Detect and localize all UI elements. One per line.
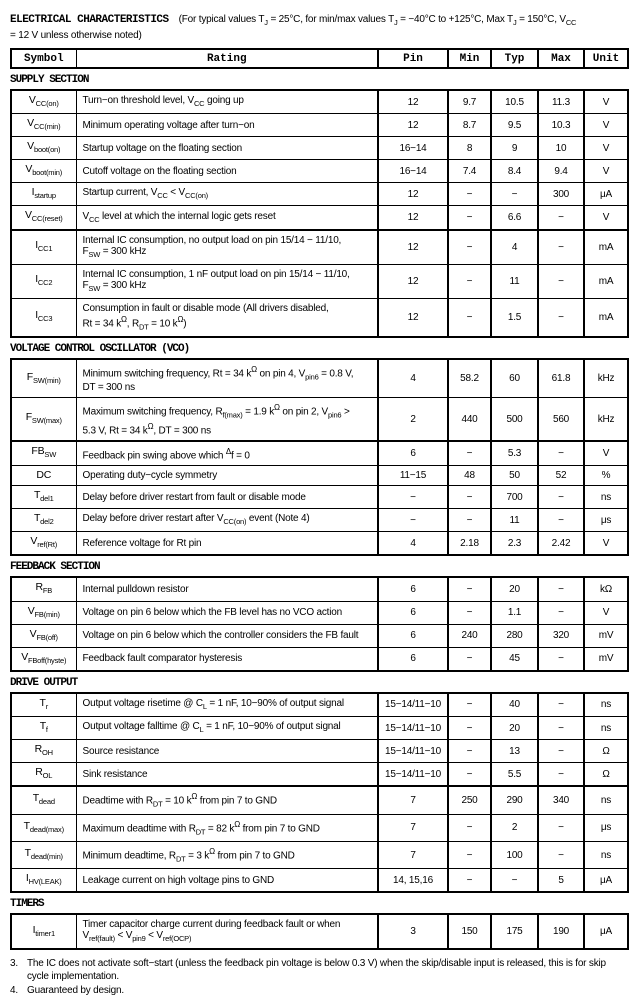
- min-cell: −: [448, 206, 491, 230]
- section-title: TIMERS: [10, 898, 44, 911]
- table-row: [11, 264, 628, 298]
- max-cell: 10.3: [538, 114, 584, 137]
- rating-cell: Output voltage risetime @ $C_L = 1$ nF, 10−90% of output signal: [76, 693, 378, 717]
- typ-cell: 45: [491, 647, 538, 671]
- unit-cell: μA: [584, 914, 628, 949]
- symbol-cell: $T_{dead(min)}$: [11, 841, 76, 868]
- conditions-note: (For typical values $T_J = 25^\circ C$, for min/max values $T_J = -40^\circ C$ to +125°C, Max $T_J = 150^\circ C$, $V_{CC}$: [178, 14, 577, 27]
- table-row: [11, 532, 628, 556]
- unit-cell: μs: [584, 509, 628, 532]
- symbol-cell: $FB_{SW}$: [11, 441, 76, 466]
- max-cell: 190: [538, 914, 584, 949]
- column-header-pin: Pin: [378, 49, 448, 68]
- unit-cell: V: [584, 601, 628, 624]
- table-row: [11, 359, 628, 398]
- max-cell: −: [538, 509, 584, 532]
- symbol-cell: $T_{dead}$: [11, 786, 76, 814]
- conditions-note-continued: = 12 V unless otherwise noted): [10, 30, 142, 41]
- rating-cell: Timer capacitor charge current during feedback fault or when $V_{ref(fault)} < V_{pin9} < V_{ref(OCP)}$: [76, 914, 378, 949]
- unit-cell: mA: [584, 298, 628, 337]
- footnotes: [10, 957, 627, 997]
- min-cell: −: [448, 763, 491, 787]
- max-cell: −: [538, 264, 584, 298]
- table-header-row: [11, 49, 628, 68]
- rating-cell: Output voltage falltime @ $C_L = 1$ nF, 10−90% of output signal: [76, 716, 378, 739]
- min-cell: −: [448, 740, 491, 763]
- footnote-number: 4.: [10, 985, 18, 997]
- symbol-cell: $I_{CC2}$: [11, 264, 76, 298]
- symbol-cell: $R_{FB}$: [11, 577, 76, 601]
- section-title: SUPPLY SECTION: [10, 74, 89, 86]
- section-title: FEEDBACK SECTION: [10, 561, 100, 574]
- min-cell: 240: [448, 624, 491, 647]
- symbol-cell: $V_{boot(min)}$: [11, 160, 76, 183]
- table-row: [11, 763, 628, 787]
- min-cell: −: [448, 441, 491, 466]
- pin-cell: 6: [378, 441, 448, 466]
- unit-cell: ns: [584, 486, 628, 509]
- table-header: [10, 48, 629, 69]
- typ-cell: 13: [491, 740, 538, 763]
- rating-cell: Internal pulldown resistor: [76, 577, 378, 601]
- table-row: [11, 230, 628, 265]
- max-cell: −: [538, 441, 584, 466]
- rating-cell: Source resistance: [76, 740, 378, 763]
- pin-cell: 2: [378, 398, 448, 441]
- rating-cell: Cutoff voltage on the floating section: [76, 160, 378, 183]
- max-cell: 340: [538, 786, 584, 814]
- typ-cell: 9.5: [491, 114, 538, 137]
- pin-cell: 7: [378, 814, 448, 841]
- pin-cell: 4: [378, 359, 448, 398]
- unit-cell: V: [584, 160, 628, 183]
- min-cell: −: [448, 693, 491, 717]
- typ-cell: 1.5: [491, 298, 538, 337]
- typ-cell: 500: [491, 398, 538, 441]
- max-cell: 61.8: [538, 359, 584, 398]
- unit-cell: V: [584, 137, 628, 160]
- typ-cell: 60: [491, 359, 538, 398]
- section-title: DRIVE OUTPUT: [10, 676, 78, 689]
- min-cell: −: [448, 841, 491, 868]
- rating-cell: Deadtime with $R_{DT} = 10$ $k^\Omega$ from pin 7 to GND: [76, 786, 378, 814]
- rating-cell: Startup voltage on the floating section: [76, 137, 378, 160]
- table-row: [11, 624, 628, 647]
- pin-cell: 12: [378, 206, 448, 230]
- table-row: [11, 466, 628, 486]
- max-cell: 560: [538, 398, 584, 441]
- min-cell: 8.7: [448, 114, 491, 137]
- section-table: [10, 576, 629, 671]
- rating-cell: Turn−on threshold level, $V_{CC}$ going up: [76, 90, 378, 114]
- pin-cell: 14, 15,16: [378, 869, 448, 893]
- intro: [10, 13, 627, 42]
- table-row: [11, 486, 628, 509]
- max-cell: −: [538, 647, 584, 671]
- unit-cell: mV: [584, 624, 628, 647]
- unit-cell: kΩ: [584, 577, 628, 601]
- min-cell: −: [448, 601, 491, 624]
- footnote-text: The IC does not activate soft−start (unless the feedback pin voltage is below 0.3 V) when the skip/disable input is released, this is for skip cycle implementation.: [27, 958, 606, 983]
- pin-cell: 3: [378, 914, 448, 949]
- pin-cell: 16−14: [378, 137, 448, 160]
- max-cell: −: [538, 841, 584, 868]
- max-cell: 9.4: [538, 160, 584, 183]
- unit-cell: mA: [584, 230, 628, 265]
- unit-cell: %: [584, 466, 628, 486]
- pin-cell: 11−15: [378, 466, 448, 486]
- min-cell: −: [448, 298, 491, 337]
- max-cell: −: [538, 814, 584, 841]
- pin-cell: −: [378, 486, 448, 509]
- pin-cell: 15−14/11−10: [378, 716, 448, 739]
- pin-cell: 12: [378, 90, 448, 114]
- table-row: [11, 814, 628, 841]
- table-row: [11, 740, 628, 763]
- symbol-cell: DC: [11, 466, 76, 486]
- symbol-cell: $F_{SW(max)}$: [11, 398, 76, 441]
- max-cell: −: [538, 298, 584, 337]
- table-row: [11, 577, 628, 601]
- unit-cell: V: [584, 441, 628, 466]
- typ-cell: 5.3: [491, 441, 538, 466]
- max-cell: 5: [538, 869, 584, 893]
- unit-cell: ns: [584, 716, 628, 739]
- max-cell: −: [538, 740, 584, 763]
- symbol-cell: $T_r$: [11, 693, 76, 717]
- max-cell: −: [538, 577, 584, 601]
- symbol-cell: $I_{HV(LEAK)}$: [11, 869, 76, 893]
- min-cell: 440: [448, 398, 491, 441]
- min-cell: −: [448, 183, 491, 206]
- max-cell: 10: [538, 137, 584, 160]
- max-cell: −: [538, 763, 584, 787]
- unit-cell: mA: [584, 264, 628, 298]
- table-row: [11, 693, 628, 717]
- typ-cell: 290: [491, 786, 538, 814]
- pin-cell: 7: [378, 786, 448, 814]
- column-header-unit: Unit: [584, 49, 628, 68]
- pin-cell: 16−14: [378, 160, 448, 183]
- rating-cell: Operating duty−cycle symmetry: [76, 466, 378, 486]
- table-row: [11, 914, 628, 949]
- min-cell: −: [448, 814, 491, 841]
- pin-cell: 15−14/11−10: [378, 693, 448, 717]
- symbol-cell: $V_{ref(Rt)}$: [11, 532, 76, 556]
- pin-cell: 6: [378, 647, 448, 671]
- column-header-min: Min: [448, 49, 491, 68]
- symbol-cell: $V_{FBoff(hyste)}$: [11, 647, 76, 671]
- typ-cell: 700: [491, 486, 538, 509]
- unit-cell: μA: [584, 183, 628, 206]
- min-cell: 9.7: [448, 90, 491, 114]
- typ-cell: 4: [491, 230, 538, 265]
- section-table: [10, 89, 629, 338]
- table-row: [11, 716, 628, 739]
- max-cell: 11.3: [538, 90, 584, 114]
- min-cell: 150: [448, 914, 491, 949]
- rating-cell: Voltage on pin 6 below which the controller considers the FB fault: [76, 624, 378, 647]
- typ-cell: 10.5: [491, 90, 538, 114]
- typ-cell: 100: [491, 841, 538, 868]
- table-row: [11, 206, 628, 230]
- rating-cell: Maximum switching frequency, $R_{f(max)} = 1.9$ $k^\Omega$ on pin 2, $V_{pin6}$ > 5.3 V, Rt = 34 $k^\Omega$, DT = 300 ns: [76, 398, 378, 441]
- pin-cell: 6: [378, 577, 448, 601]
- table-row: [11, 601, 628, 624]
- max-cell: −: [538, 486, 584, 509]
- typ-cell: 20: [491, 716, 538, 739]
- pin-cell: 15−14/11−10: [378, 763, 448, 787]
- typ-cell: −: [491, 183, 538, 206]
- rating-cell: Consumption in fault or disable mode (All drivers disabled, Rt = 34 $k^\Omega$, $R_{DT} = 10$ $k^\Omega$): [76, 298, 378, 337]
- min-cell: −: [448, 230, 491, 265]
- pin-cell: −: [378, 509, 448, 532]
- typ-cell: 40: [491, 693, 538, 717]
- typ-cell: 9: [491, 137, 538, 160]
- unit-cell: ns: [584, 786, 628, 814]
- typ-cell: 5.5: [491, 763, 538, 787]
- pin-cell: 6: [378, 601, 448, 624]
- column-header-max: Max: [538, 49, 584, 68]
- rating-cell: Delay before driver restart after $V_{CC(on)}$ event (Note 4): [76, 509, 378, 532]
- pin-cell: 12: [378, 183, 448, 206]
- footnote: [10, 984, 627, 997]
- max-cell: −: [538, 206, 584, 230]
- symbol-cell: $V_{FB(off)}$: [11, 624, 76, 647]
- typ-cell: 6.6: [491, 206, 538, 230]
- rating-cell: Internal IC consumption, 1 nF output load on pin 15/14 − 11/10, $F_{SW} = 300$ kHz: [76, 264, 378, 298]
- footnote-text: Guaranteed by design.: [27, 985, 124, 997]
- page-title: ELECTRICAL CHARACTERISTICS: [10, 14, 169, 26]
- typ-cell: 175: [491, 914, 538, 949]
- unit-cell: V: [584, 114, 628, 137]
- symbol-cell: $V_{CC(min)}$: [11, 114, 76, 137]
- rating-cell: Sink resistance: [76, 763, 378, 787]
- unit-cell: V: [584, 532, 628, 556]
- symbol-cell: $I_{CC1}$: [11, 230, 76, 265]
- unit-cell: μs: [584, 814, 628, 841]
- column-header-typ: Typ: [491, 49, 538, 68]
- typ-cell: 2.3: [491, 532, 538, 556]
- max-cell: −: [538, 230, 584, 265]
- typ-cell: 280: [491, 624, 538, 647]
- table-row: [11, 786, 628, 814]
- min-cell: −: [448, 869, 491, 893]
- unit-cell: V: [584, 90, 628, 114]
- pin-cell: 15−14/11−10: [378, 740, 448, 763]
- min-cell: −: [448, 647, 491, 671]
- rating-cell: Reference voltage for Rt pin: [76, 532, 378, 556]
- table-row: [11, 160, 628, 183]
- symbol-cell: $I_{startup}$: [11, 183, 76, 206]
- section-table: [10, 358, 629, 557]
- table-row: [11, 298, 628, 337]
- symbol-cell: $V_{boot(on)}$: [11, 137, 76, 160]
- unit-cell: kHz: [584, 359, 628, 398]
- typ-cell: 8.4: [491, 160, 538, 183]
- table-row: [11, 841, 628, 868]
- table-row: [11, 114, 628, 137]
- min-cell: −: [448, 264, 491, 298]
- table-row: [11, 398, 628, 441]
- unit-cell: ns: [584, 841, 628, 868]
- typ-cell: 11: [491, 509, 538, 532]
- symbol-cell: $I_{timer1}$: [11, 914, 76, 949]
- unit-cell: kHz: [584, 398, 628, 441]
- typ-cell: −: [491, 869, 538, 893]
- section-table: [10, 692, 629, 893]
- max-cell: −: [538, 693, 584, 717]
- section-table: [10, 913, 629, 950]
- section-title: VOLTAGE CONTROL OSCILLATOR (VCO): [10, 342, 190, 355]
- column-header-rating: Rating: [76, 49, 378, 68]
- rating-cell: Delay before driver restart from fault or disable mode: [76, 486, 378, 509]
- table-row: [11, 90, 628, 114]
- rating-cell: Minimum operating voltage after turn−on: [76, 114, 378, 137]
- symbol-cell: $T_{del1}$: [11, 486, 76, 509]
- rating-cell: Minimum switching frequency, Rt = 34 $k^\Omega$ on pin 4, $V_{pin6} = 0.8$ V, DT = 300 ns: [76, 359, 378, 398]
- min-cell: 7.4: [448, 160, 491, 183]
- rating-cell: $V_{CC}$ level at which the internal logic gets reset: [76, 206, 378, 230]
- min-cell: 8: [448, 137, 491, 160]
- table-sections: [0, 74, 642, 950]
- unit-cell: Ω: [584, 763, 628, 787]
- column-header-symbol: Symbol: [11, 49, 76, 68]
- pin-cell: 12: [378, 230, 448, 265]
- footnote: [10, 957, 627, 983]
- symbol-cell: $T_{del2}$: [11, 509, 76, 532]
- rating-cell: Leakage current on high voltage pins to GND: [76, 869, 378, 893]
- table-row: [11, 183, 628, 206]
- max-cell: −: [538, 716, 584, 739]
- table-row: [11, 869, 628, 893]
- rating-cell: Feedback pin swing above which $^\Delta$f = 0: [76, 441, 378, 466]
- rating-cell: Minimum deadtime, $R_{DT} = 3$ $k^\Omega$ from pin 7 to GND: [76, 841, 378, 868]
- table-row: [11, 509, 628, 532]
- max-cell: 300: [538, 183, 584, 206]
- symbol-cell: $R_{OH}$: [11, 740, 76, 763]
- max-cell: 320: [538, 624, 584, 647]
- min-cell: 250: [448, 786, 491, 814]
- min-cell: 58.2: [448, 359, 491, 398]
- symbol-cell: $V_{CC(reset)}$: [11, 206, 76, 230]
- typ-cell: 2: [491, 814, 538, 841]
- table-row: [11, 137, 628, 160]
- typ-cell: 50: [491, 466, 538, 486]
- unit-cell: ns: [584, 693, 628, 717]
- footnote-number: 3.: [10, 958, 18, 970]
- pin-cell: 12: [378, 114, 448, 137]
- min-cell: 2.18: [448, 532, 491, 556]
- symbol-cell: $F_{SW(min)}$: [11, 359, 76, 398]
- rating-cell: Startup current, $V_{CC} < V_{CC(on)}$: [76, 183, 378, 206]
- max-cell: 52: [538, 466, 584, 486]
- typ-cell: 1.1: [491, 601, 538, 624]
- pin-cell: 7: [378, 841, 448, 868]
- symbol-cell: $V_{FB(min)}$: [11, 601, 76, 624]
- pin-cell: 6: [378, 624, 448, 647]
- min-cell: −: [448, 486, 491, 509]
- typ-cell: 11: [491, 264, 538, 298]
- unit-cell: V: [584, 206, 628, 230]
- symbol-cell: $T_{dead(max)}$: [11, 814, 76, 841]
- min-cell: 48: [448, 466, 491, 486]
- max-cell: −: [538, 601, 584, 624]
- symbol-cell: $I_{CC3}$: [11, 298, 76, 337]
- unit-cell: μA: [584, 869, 628, 893]
- rating-cell: Feedback fault comparator hysteresis: [76, 647, 378, 671]
- pin-cell: 4: [378, 532, 448, 556]
- min-cell: −: [448, 509, 491, 532]
- typ-cell: 20: [491, 577, 538, 601]
- min-cell: −: [448, 716, 491, 739]
- symbol-cell: $V_{CC(on)}$: [11, 90, 76, 114]
- table-row: [11, 647, 628, 671]
- min-cell: −: [448, 577, 491, 601]
- rating-cell: Internal IC consumption, no output load on pin 15/14 − 11/10, $F_{SW} = 300$ kHz: [76, 230, 378, 265]
- symbol-cell: $T_f$: [11, 716, 76, 739]
- symbol-cell: $R_{OL}$: [11, 763, 76, 787]
- pin-cell: 12: [378, 264, 448, 298]
- table-row: [11, 441, 628, 466]
- max-cell: 2.42: [538, 532, 584, 556]
- pin-cell: 12: [378, 298, 448, 337]
- unit-cell: Ω: [584, 740, 628, 763]
- rating-cell: Maximum deadtime with $R_{DT} = 82$ $k^\Omega$ from pin 7 to GND: [76, 814, 378, 841]
- rating-cell: Voltage on pin 6 below which the FB level has no VCO action: [76, 601, 378, 624]
- unit-cell: mV: [584, 647, 628, 671]
